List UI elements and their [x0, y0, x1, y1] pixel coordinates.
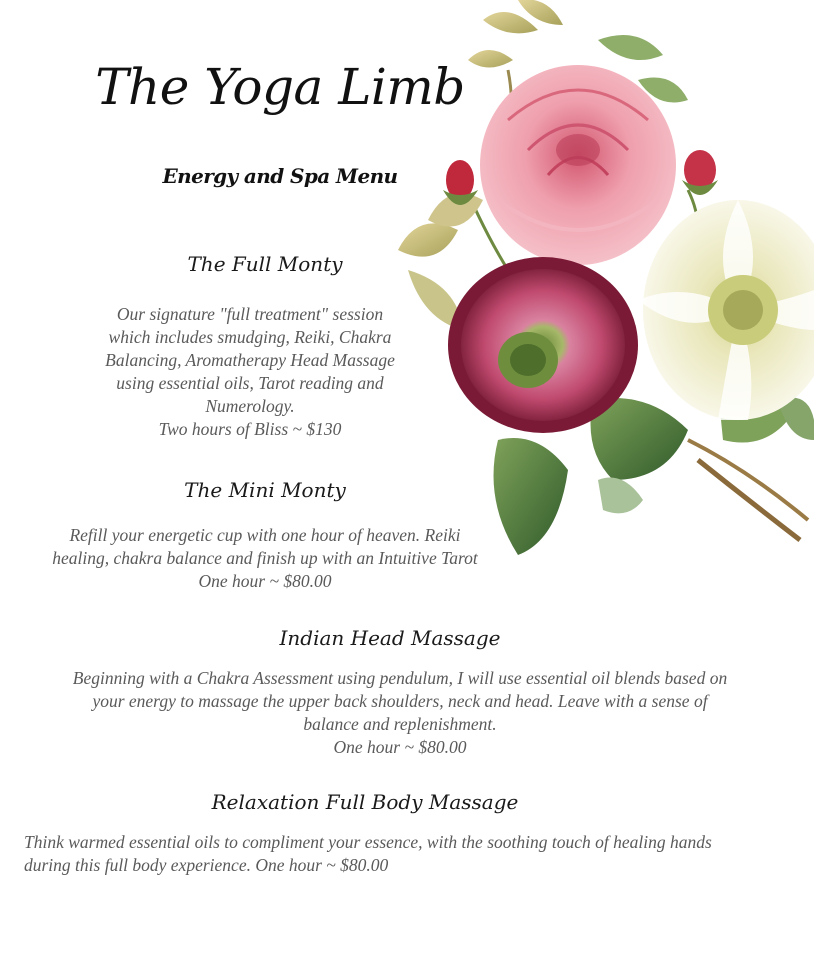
description-line: Think warmed essential oils to compliment your essence, with the soothing touch of healing hands: [24, 832, 712, 852]
description-line: during this full body experience. One hour ~ $80.00: [24, 855, 389, 875]
service-title-relaxation-massage: Relaxation Full Body Massage: [211, 790, 519, 814]
service-price: One hour ~ $80.00: [333, 737, 467, 757]
description-line: Numerology.: [205, 396, 295, 416]
page-subtitle: Energy and Spa Menu: [162, 164, 398, 188]
service-description-relaxation-massage: [24, 831, 784, 877]
description-line: Our signature "full treatment" session: [116, 304, 384, 324]
floral-bouquet-illustration: [388, 0, 814, 560]
description-line: balance and replenishment.: [303, 714, 497, 734]
description-line: healing, chakra balance and finish up with an Intuitive Tarot: [52, 548, 478, 568]
description-line: your energy to massage the upper back shoulders, neck and head. Leave with a sense of: [92, 691, 708, 711]
service-title-full-monty: The Full Monty: [187, 252, 343, 276]
service-title-mini-monty: The Mini Monty: [184, 478, 346, 502]
service-title-indian-head-massage: Indian Head Massage: [279, 626, 501, 650]
description-line: which includes smudging, Reiki, Chakra: [108, 327, 392, 347]
description-line: using essential oils, Tarot reading and: [116, 373, 384, 393]
service-price: Two hours of Bliss ~ $130: [158, 419, 342, 439]
description-line: Beginning with a Chakra Assessment using pendulum, I will use essential oil blends based on: [72, 668, 728, 688]
service-price: One hour ~ $80.00: [198, 571, 332, 591]
description-line: Refill your energetic cup with one hour of heaven. Reiki: [69, 525, 461, 545]
page-title: The Yoga Limb: [95, 58, 465, 116]
service-description-indian-head-massage: [20, 667, 780, 759]
description-line: Balancing, Aromatherapy Head Massage: [105, 350, 395, 370]
